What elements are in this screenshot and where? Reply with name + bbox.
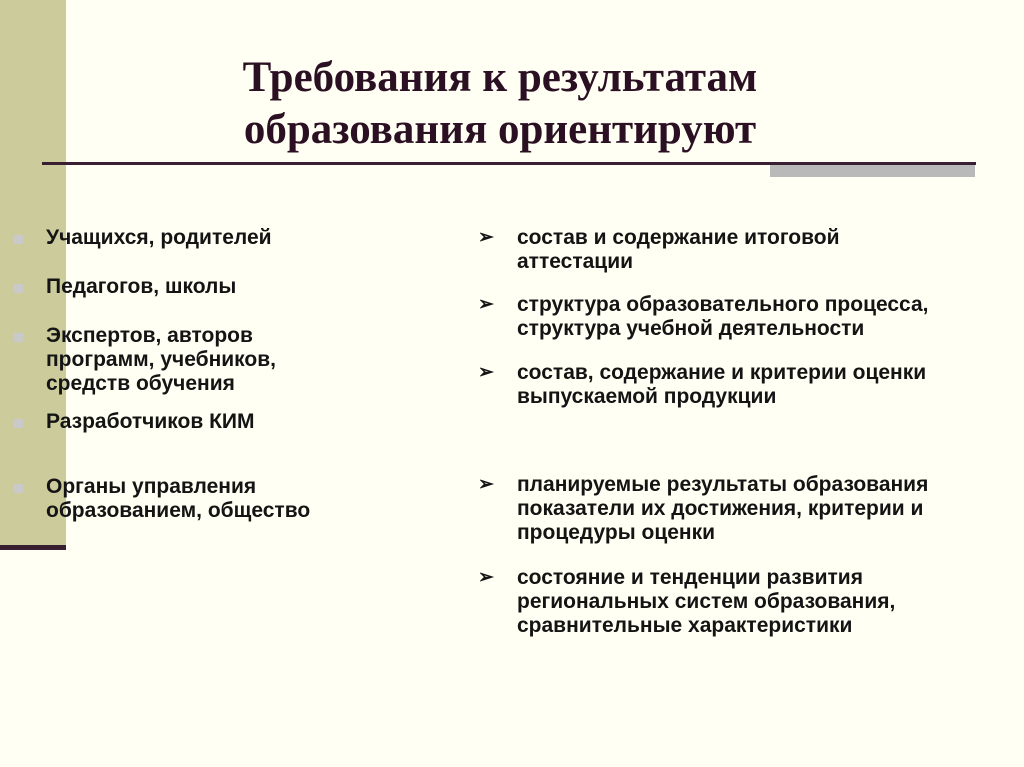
target-item <box>478 566 1007 638</box>
audience-text: Разработчиков КИМ <box>46 410 255 433</box>
chevron-right-icon: ➢ <box>478 227 494 248</box>
square-bullet-icon <box>14 284 23 293</box>
slide-title-line-1: Требования к результатам <box>242 54 758 101</box>
audience-item <box>14 475 386 523</box>
title-accent-bar <box>770 165 975 177</box>
chevron-right-icon: ➢ <box>478 567 494 588</box>
target-text: состав и содержание итоговой аттестации <box>517 226 840 273</box>
chevron-right-icon: ➢ <box>478 294 494 315</box>
square-bullet-icon <box>14 333 23 342</box>
audience-item <box>14 226 406 250</box>
square-bullet-icon <box>14 484 23 493</box>
audience-text: Органы управления образованием, общество <box>46 475 311 522</box>
target-item <box>478 473 1024 545</box>
slide-title <box>150 52 850 156</box>
target-text: планируемые результаты образования показатели их достижения, критерии и процедуры оценки <box>517 473 929 544</box>
square-bullet-icon <box>14 419 23 428</box>
target-text: структура образовательного процесса, структура учебной деятельности <box>517 293 929 340</box>
left-decor-rule <box>0 545 66 550</box>
left-decor-band <box>0 0 66 545</box>
target-text: состав, содержание и критерии оценки выпускаемой продукции <box>517 361 927 408</box>
slide-title-line-2: образования ориентируют <box>243 106 757 153</box>
square-bullet-icon <box>14 235 23 244</box>
target-item <box>478 361 1024 409</box>
target-item <box>478 226 927 274</box>
audience-item <box>14 275 406 299</box>
chevron-right-icon: ➢ <box>478 474 494 495</box>
audience-item <box>14 410 406 434</box>
target-text: состояние и тенденции развития региональных систем образования, сравнительные характеристики <box>517 566 896 637</box>
audience-text: Педагогов, школы <box>46 275 237 298</box>
audience-text: Учащихся, родителей <box>46 226 272 249</box>
audience-item <box>14 324 336 396</box>
chevron-right-icon: ➢ <box>478 362 494 383</box>
audience-text: Экспертов, авторов программ, учебников, средств обучения <box>46 324 276 395</box>
target-item <box>478 293 1024 341</box>
